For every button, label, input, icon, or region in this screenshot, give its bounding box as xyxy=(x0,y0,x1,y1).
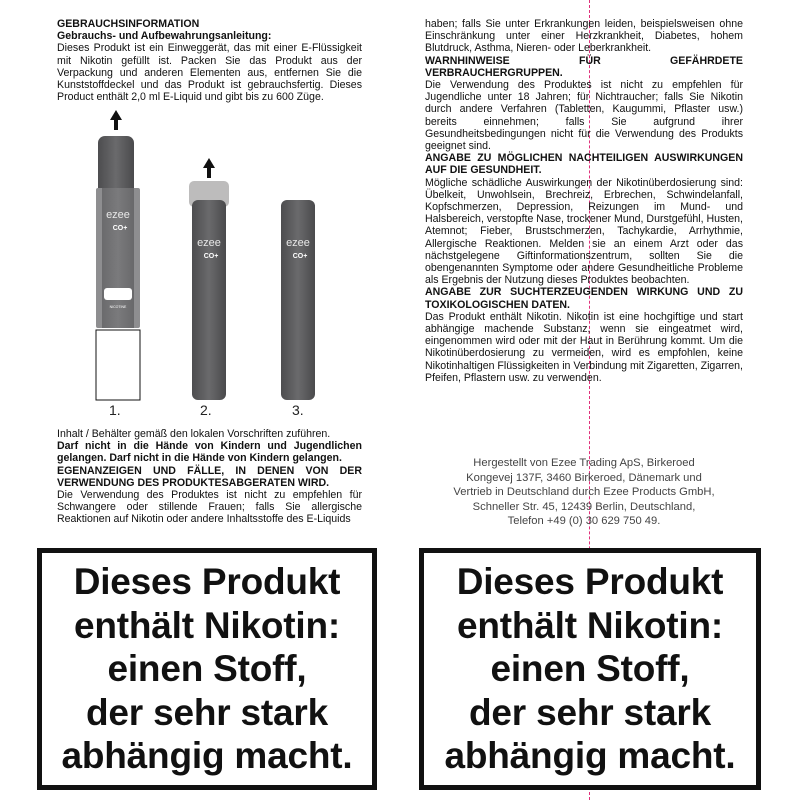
step-1-device-in-pack xyxy=(96,110,140,400)
warning-line: Dieses Produkt xyxy=(73,561,341,603)
adverse-effects-text: Mögliche schädliche Auswirkungen der Nikotinüberdosierung sind: Übelkeit, Unwohlsein, Brechreiz, Erbrechen, Schwindelanfall, Kopfschmerzen, Depression, Reizungen im Mund- und Halsbereich, verstopfte Nase, trockener Mund, Durstgefühl, Husten, Atemnot; Fieber, Brustschmerzen, Tachykardie, Arrhythmie, Allergische Reaktionen. Melden sie an einem Arzt oder das nächstgelegene Giftinformationszentrum, sollten Sie die obengenannten Symptome oder andere Gesundheitliche Probleme als Ergebnis der Nutzung dieses Produktes beobachten. xyxy=(425,176,743,287)
warning-line: einen Stoff, xyxy=(107,648,307,690)
warning-line: abhängig macht. xyxy=(444,735,736,777)
addiction-heading: ANGABE ZUR SUCHTERZEUGENDEN WIRKUNG UND ZU TOXIKOLOGISCHEN DATEN. xyxy=(425,286,743,311)
section-subheading-usage: Gebrauchs- und Aufbewahrungsanleitung: xyxy=(57,30,272,43)
step-3-device xyxy=(281,200,315,400)
nicotine-warning-text xyxy=(62,560,353,778)
disposal-note: Inhalt / Behälter gemäß den lokalen Vorschriften zuführen. xyxy=(57,428,331,440)
svg-text:CO+: CO+ xyxy=(112,225,128,232)
manufacturer-phone: Telefon +49 (0) 30 629 750 49. xyxy=(507,515,661,527)
risk-groups-heading: WARNHINWEISE FÜR GEFÄHRDETE VERBRAUCHERGRUPPEN. xyxy=(425,54,743,79)
svg-text:ezee: ezee xyxy=(197,237,221,249)
contraindications-text: Die Verwendung des Produktes ist nicht zu empfehlen für Schwangere oder stillende Frauen; falls Sie allergische Reaktionen auf Nikotin oder andere Inhaltsstoffe des E-Liquids xyxy=(57,489,362,526)
manufacturer-line: Vertrieb in Deutschland durch Ezee Products GmbH, xyxy=(453,486,715,498)
contraindications-heading: EGENANZEIGEN UND FÄLLE, IN DENEN VON DER VERWENDUNG DES PRODUKTESABGERATEN WIRD. xyxy=(57,464,362,489)
warning-line: abhängig macht. xyxy=(61,735,353,777)
svg-text:NICOTINE: NICOTINE xyxy=(109,305,127,309)
arrow-up-icon xyxy=(110,110,122,130)
manufacturer-line: Hergestellt von Ezee Trading ApS, Birkeroed xyxy=(473,457,695,469)
warning-line: enthält Nikotin: xyxy=(456,604,724,646)
svg-text:ezee: ezee xyxy=(286,237,310,249)
nicotine-warning-box-right xyxy=(419,548,761,790)
usage-paragraph: Dieses Produkt ist ein Einweggerät, das mit einer E-Flüssigkeit mit Nikotin gefüllt ist. Packen Sie das Produkt aus der Verpackung und anderen Elementen aus, entfernen Sie die Kunststoffdeckel und das Produkt ist gebrauchsfertig. Dieses Product enthält 2,0 ml E-Liquid und gibt bis zu 600 Züge. xyxy=(57,42,362,104)
warning-line: Dieses Produkt xyxy=(456,561,724,603)
warning-line: einen Stoff, xyxy=(490,648,690,690)
arrow-up-icon xyxy=(203,158,215,178)
nicotine-warning-box-left xyxy=(37,548,377,790)
warnings-column xyxy=(425,18,743,384)
step-number-2: 2. xyxy=(200,402,212,418)
step-2-device-with-cap xyxy=(189,158,229,400)
warning-line: der sehr stark xyxy=(469,691,711,733)
warning-line: enthält Nikotin: xyxy=(73,604,341,646)
risk-groups-text: Die Verwendung des Produktes ist nicht zu empfehlen für Jugendliche unter 18 Jahren; für Nichtraucher; falls Sie Nikotin durch andere Verfahren (Tabletten, Kaugummi, Pflaster usw.) bereits einnehmen; falls Sie aufgrund ihrer Gesundheitsbedingungen nicht für die Verwendung des Produkts geeignet sind. xyxy=(425,79,743,153)
usage-instructions xyxy=(57,18,362,103)
adverse-effects-heading: ANGABE ZU MÖGLICHEN NACHTEILIGEN AUSWIRKUNGEN AUF DIE GESUNDHEIT. xyxy=(425,152,743,177)
svg-text:CO+: CO+ xyxy=(292,253,308,260)
section-heading-gebrauchsinformation: GEBRAUCHSINFORMATION xyxy=(57,18,200,30)
svg-text:ezee: ezee xyxy=(106,209,130,221)
children-warning: Darf nicht in die Hände von Kindern und Jugendlichen gelangen. Darf nicht in die Hände von Kindern gelangen. xyxy=(57,440,362,465)
step-number-3: 3. xyxy=(292,402,304,418)
addiction-text: Das Produkt enthält Nikotin. Nikotin ist eine hochgiftige und start abhängige machende Substanz, wenn sie eingeatmet wird, eingenommen wird oder mit der Haut in Berührung kommt. Um die Nikotinüberdosierung zu vermeiden, wird es empfohlen, keine Nikotinhaltigen Flüssigkeiten in Verbindung mit Zigaretten, Zigarren, Pfeifen, Pflastern usw. zu verwenden. xyxy=(425,310,743,384)
nicotine-warning-text xyxy=(445,560,736,778)
manufacturer-line: Kongevej 137F, 3460 Birkeroed, Dänemark und xyxy=(466,471,702,484)
contraindications-continued: haben; falls Sie unter Erkrankungen leiden, beispielsweisen ohne Einschränkung unter einer Herzkrankheit, Diabetes, hohem Blutdruck, Asthma, Nieren- oder Leberkrankheit. xyxy=(425,18,743,55)
svg-text:CO+: CO+ xyxy=(203,253,219,260)
manufacturer-info xyxy=(425,456,743,529)
manufacturer-line: Schneller Str. 45, 12439 Berlin, Deutschland, xyxy=(472,500,696,513)
device-usage-illustration xyxy=(80,108,340,408)
step-number-1: 1. xyxy=(109,402,121,418)
disposal-and-contraindications xyxy=(57,428,362,526)
warning-line: der sehr stark xyxy=(86,691,328,733)
